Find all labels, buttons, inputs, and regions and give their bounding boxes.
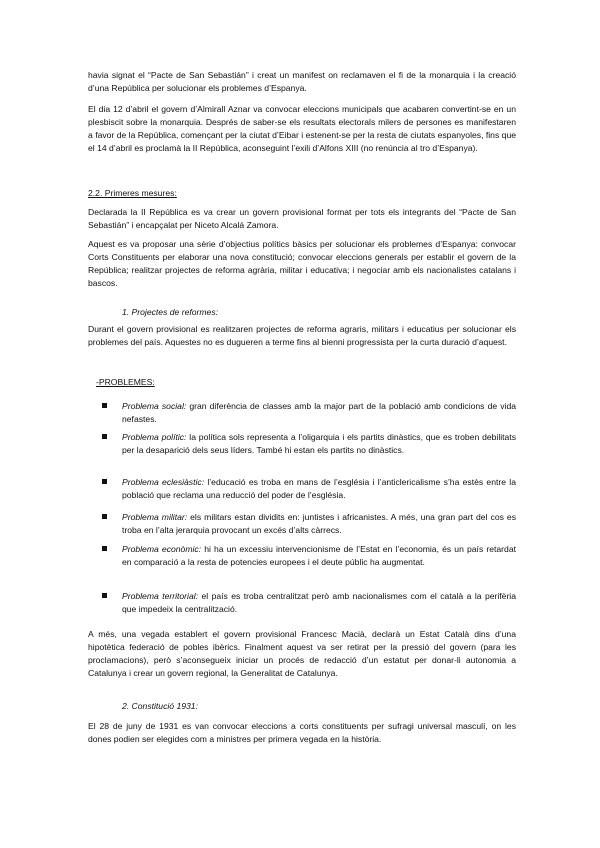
intro-paragraph-2: El dia 12 d’abril el govern d’Almirall Aznar va convocar eleccions municipals que acabaren convertint-se en un plesbiscit sobre la monarquia. Després de saber-se els resultats electorals milers de persones es manifestaren a favor de la República, començant per la ciutat d’Eibar i estenent-se per la resta de ciutats espanyoles, fins que el 14 d’abril es proclamà la II República, aconseguint l’exili d’Alfons XIII (no renúncia al tro d’Espanya). <box>88 104 516 153</box>
problem-label: Problema polític: <box>122 432 187 442</box>
problem-label: Problema territorial: <box>122 591 199 601</box>
subsection-heading-reformes: 1. Projectes de reformes: <box>122 307 219 317</box>
bullet-square-icon <box>102 514 107 519</box>
problem-label: Problema militar: <box>122 512 188 522</box>
problem-text: la política sols representa a l’oligarquia i els partits dinàstics, que es troben debilitats per la desaparició dels seus líders. També hi estan els partits no dinàstics. <box>122 432 516 455</box>
subsection-heading-constitucio: 2. Constitució 1931: <box>122 701 198 711</box>
problem-text: els militars estan dividits en: juntistes i africanistes. A més, una gran part del cos es troba en l’alta jerarquia provocant un excés d’alts càrrecs. <box>122 512 516 535</box>
problem-text: l’educació es troba en mans de l’església i l’anticlericalisme s’ha estès entre la població que reclama una reducció del poder de l’església. <box>122 477 516 500</box>
problem-text: el país es troba centralitzat però amb nacionalismes com el català a la perifèria que impedeix la centralització. <box>122 591 516 614</box>
section-heading-2-2: 2.2. Primeres mesures: <box>88 188 177 198</box>
problem-label: Problema eclesiàstic: <box>122 477 205 487</box>
reformes-paragraph: Durant el govern provisional es realitzaren projectes de reforma agraris, militars i educatius per solucionar els problemes del país. Aquestes no es dugueren a terme fins al bienni progressista per la curta duració d’aquest. <box>88 324 516 347</box>
problem-label: Problema econòmic: <box>122 544 202 554</box>
section-2-2-paragraph-1: Declarada la II República es va crear un govern provisional format per tots els integrants del “Pacte de San Sebastián” i encapçalat per Niceto Alcalá Zamora. <box>88 207 516 230</box>
problem-text: hi ha un excessiu intervencionisme de l’Estat en l’economia, és un país retardat en comparació a la resta de potencies europees i el deute públic ha augmentat. <box>122 544 516 567</box>
problem-text: gran diferència de classes amb la major part de la població amb condicions de vida nefastes. <box>122 401 517 424</box>
problems-title: -PROBLEMES: <box>96 377 155 387</box>
intro-paragraph-1: havia signat el “Pacte de San Sebastián” i creat un manifest on reclamaven el fi de la monarquia i la creació d’una República per solucionar els problemes d’Espanya. <box>88 70 516 93</box>
macia-paragraph: A més, una vegada establert el govern provisional Francesc Macià, declarà un Estat Català dins d’una hipotètica federació de pobles ibèrics. Finalment aquest va ser retirat per la pressió del govern (para les proclamacions), però s’aconsegueix iniciar un procés de redacció d’un estatut per donar-li autonomia a Catalunya i crear un govern regional, la Generalitat de Catalunya. <box>88 629 516 678</box>
bullet-square-icon <box>102 403 107 408</box>
bullet-square-icon <box>102 479 107 484</box>
constitucio-paragraph: El 28 de juny de 1931 es van convocar eleccions a corts constituents per sufragi universal masculí, on les dones podien ser elegides com a ministres per primera vegada en la història. <box>88 721 516 744</box>
bullet-square-icon <box>102 546 107 551</box>
section-2-2-paragraph-2: Aquest es va proposar una sèrie d’objectius polítics bàsics per solucionar els problemes d’Espanya: convocar Corts Constituents per elaborar una nova constitució; convocar eleccions generals per establir el govern de la República; realitzar projectes de reforma agrària, militar i educativa; i negociar amb els nacionalistes catalans i bascos. <box>88 239 516 288</box>
bullet-square-icon <box>102 434 107 439</box>
problem-label: Problema social: <box>122 401 187 411</box>
bullet-square-icon <box>102 593 107 598</box>
